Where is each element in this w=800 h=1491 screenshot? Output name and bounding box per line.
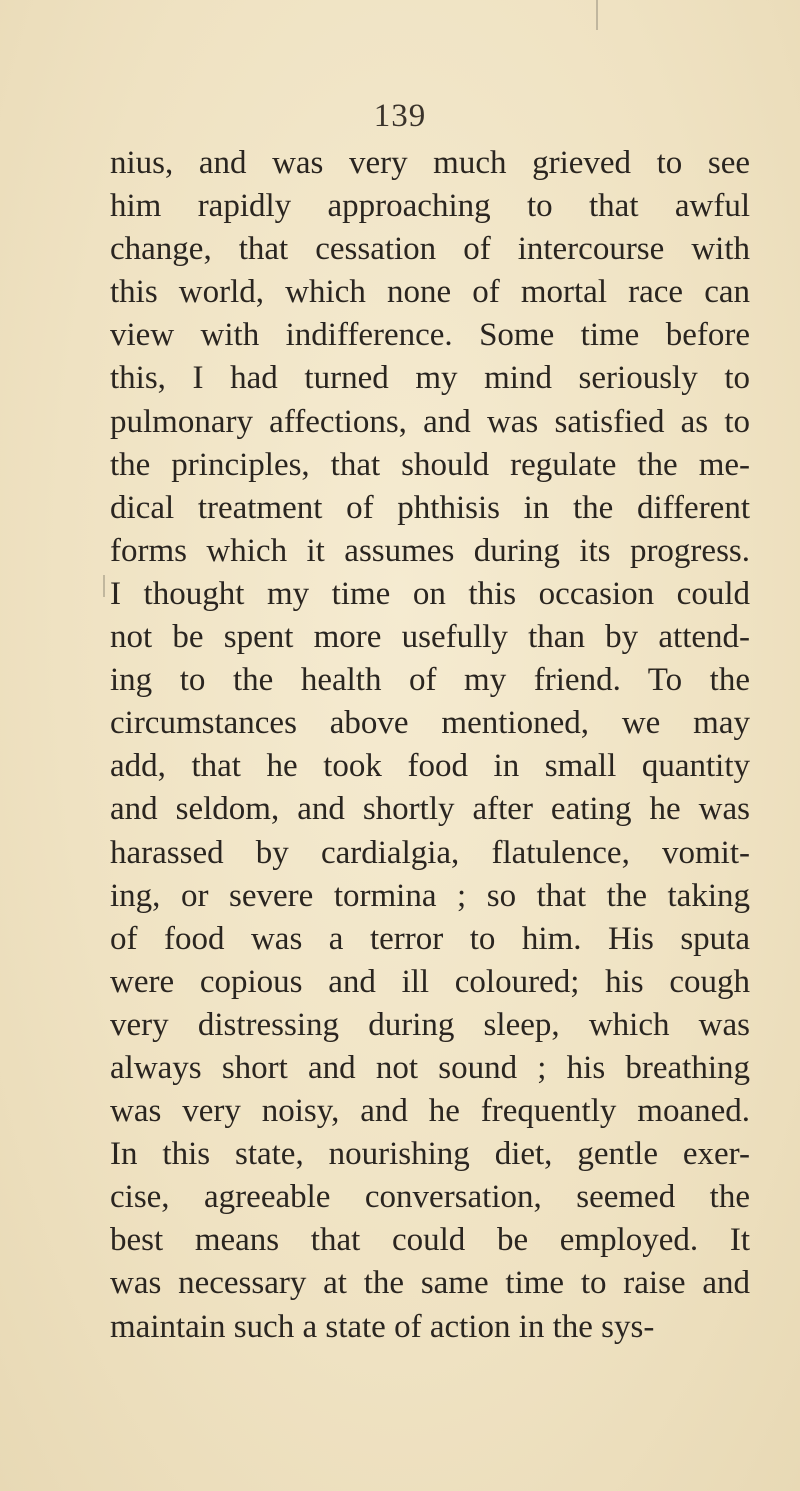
text-line: forms which it assumes during its progress. xyxy=(110,532,750,569)
text-line: and seldom, and shortly after eating he was xyxy=(110,791,750,828)
text-line: the principles, that should regulate the me- xyxy=(110,446,750,483)
text-line: ing, or severe tormina ; so that the taking xyxy=(110,877,750,914)
text-line: not be spent more usefully than by attend- xyxy=(110,619,750,656)
text-line: this, I had turned my mind seriously to xyxy=(110,360,750,397)
text-line: him rapidly approaching to that awful xyxy=(110,188,750,225)
text-line: were copious and ill coloured; his cough xyxy=(110,963,750,1000)
page-number: 139 xyxy=(373,98,427,134)
text-line: dical treatment of phthisis in the different xyxy=(110,489,750,526)
text-line: ing to the health of my friend. To the xyxy=(110,662,750,699)
paper-speck xyxy=(596,0,598,30)
text-line: always short and not sound ; his breathing xyxy=(110,1049,750,1086)
text-line: very distressing during sleep, which was xyxy=(110,1006,750,1043)
text-line: was very noisy, and he frequently moaned. xyxy=(110,1093,750,1130)
text-line: In this state, nourishing diet, gentle exer- xyxy=(110,1136,750,1173)
text-line: view with indifference. Some time before xyxy=(110,317,750,354)
text-line: circumstances above mentioned, we may xyxy=(110,705,750,742)
text-line: cise, agreeable conversation, seemed the xyxy=(110,1179,750,1216)
text-line: this world, which none of mortal race can xyxy=(110,274,750,311)
text-line: of food was a terror to him. His sputa xyxy=(110,920,750,957)
text-line: add, that he took food in small quantity xyxy=(110,748,750,785)
text-line: change, that cessation of intercourse with xyxy=(110,231,750,268)
paper-speck xyxy=(103,575,105,597)
text-line: pulmonary affections, and was satisfied as to xyxy=(110,403,750,440)
text-line: best means that could be employed. It xyxy=(110,1222,750,1259)
text-line: maintain such a state of action in the sys- xyxy=(110,1308,655,1345)
body-text xyxy=(110,142,750,1349)
text-line: was necessary at the same time to raise and xyxy=(110,1265,750,1302)
text-line: I thought my time on this occasion could xyxy=(110,575,750,612)
text-line: harassed by cardialgia, flatulence, vomit- xyxy=(110,834,750,871)
text-line: nius, and was very much grieved to see xyxy=(110,145,750,181)
